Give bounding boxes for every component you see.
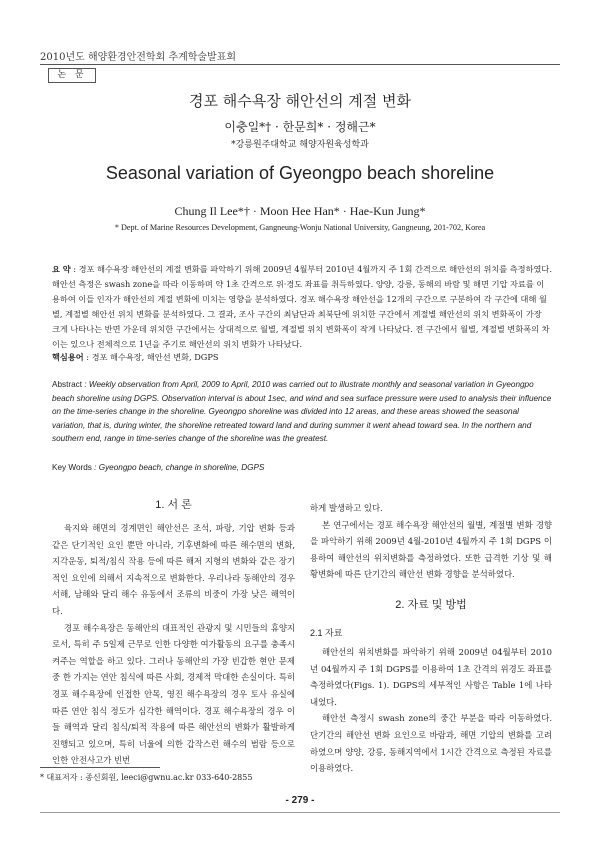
page-number: - 279 - (285, 795, 315, 806)
paragraph: 본 연구에서는 경포 해수욕장 해안선의 월별, 계절별 변화 경향을 파악하기 위해 2009년 4월-2010년 4월까지 주 1회 DGPS 이용하여 해안선의 위치변화를 측정하였다. 또한 급격한 기상 및 해황변화에 따른 단기간의 해안선 변화 경향을 분석하였다. (310, 519, 552, 580)
paragraph: 해안선 측정시 swash zone의 중간 부분을 따라 이동하였다. 단기간의 해안선 변화 요인으로 바람과, 해면 기압의 변화를 고려하였으며 양양, 강릉, 동해지역에서 1시간 간격으로 측정된 자료를 이용하였다. (310, 713, 552, 774)
section-2-heading: 2. 자료 및 방법 (395, 599, 467, 611)
paper-type-label: 논 문 (48, 68, 96, 83)
abstract-korean (52, 262, 552, 352)
paragraph: 해안선의 위치변화를 파악하기 위해 2009년 04월부터 2010년 04월까지 주 1회 DGPS를 이용하여 1초 간격의 위경도 좌표를 측정하였다(Figs. 1). DGPS의 세부적인 사항은 Table 1에 나타내었다. (310, 647, 552, 707)
right-column-intro (310, 500, 552, 583)
authors-english: Chung Il Lee*† · Moon Hee Han* · Hae-Kun Jung* (174, 204, 426, 218)
title-english: Seasonal variation of Gyeongpo beach shoreline (105, 163, 495, 183)
abstract-english-label: Abstract (52, 380, 83, 389)
keywords-korean (52, 350, 552, 365)
abstract-korean-label: 요 약 (52, 264, 71, 274)
abstract-english (52, 378, 552, 446)
keywords-english-label: Key Words (52, 463, 92, 472)
abstract-english-text: : Weekly observation from April, 2009 to April, 2010 was carried out to illustrate monthly and seasonal variation in Gyeongpo beach shoreline using DGPS. Observation interval is about 1sec, and wind and sea surface pressure were used to analysis their influence on the time-series change in the shoreline. Gyeongpo shoreline was divided into 12 areas, and these areas showed the seasonal variation, that is, during winter, the shoreline retreated toward land and during summer it went ahead toward sea. In the northern and southern end, range in time-series change of the shoreline was the greatest. (52, 380, 552, 443)
affiliation-korean: *강릉원주대학교 해양자원육성학과 (231, 140, 369, 150)
conference-header: 2010년도 해양환경안전학회 추계학술발표회 (40, 52, 237, 63)
keywords-korean-label: 핵심용어 (52, 352, 84, 362)
section-1-heading: 1. 서 론 (155, 499, 192, 511)
paragraph: 경포 해수욕장은 동해안의 대표적인 관광지 및 시민들의 휴양지로서, 특히 주 5일제 근무로 인한 다양한 여가활동의 요구를 충족시켜주는 역할을 하고 있다. 그러나 동해안의 가장 빈갑한 현안 문제 중 한 가지는 연안 침식에 따른 사회, 경제적 막대한 손실이다. 특히 경포 해수욕장에 인접한 안목, 영진 해수욕장의 경우 토사 유실에 따른 연안 침식 정도가 심각한 해역이다. 경포 해수욕장의 경우 이들 해역과 달리 침식/퇴적 작용에 따른 해안선의 변화가 활발하게 진행되고 있으며, 특히 너울에 의한 갑작스런 해수의 범람 등으로 인한 안전사고가 빈번 (52, 622, 295, 766)
section-1-body (52, 520, 295, 769)
corresponding-author-footnote: * 대표저자 : 종신회원, leeci@gwnu.ac.kr 033-640-2855 (40, 773, 253, 782)
keywords-english-text: : Gyeongpo beach, change in shoreline, DGPS (94, 463, 265, 472)
paragraph: 육지와 해면의 경계면인 해안선은 조석, 파랑, 기압 변화 등과 같은 단기적인 요인 뿐만 아니라, 기후변화에 따른 해수면의 변화, 지각운동, 퇴적/침식 작용 등에 따른 해저 지형의 변화와 같은 장기적인 요인에 의해서 지속적으로 변화한다. 우리나라 동해안의 경우 서해, 남해와 달리 해수 유동에서 조류의 비중이 가장 낮은 해역이다. (52, 523, 295, 616)
keywords-english (52, 460, 552, 475)
paragraph: 하게 발생하고 있다. (310, 503, 383, 513)
title-korean: 경포 해수욕장 해안선의 계절 변화 (189, 92, 411, 110)
footnote-divider (40, 767, 160, 768)
section-2-body (310, 644, 552, 777)
header-divider (40, 64, 560, 65)
keywords-korean-text: : 경포 해수욕장, 해안선 변화, DGPS (86, 352, 219, 362)
subsection-2-1-heading: 2.1 자료 (310, 628, 343, 638)
abstract-korean-text: : 경포 해수욕장 해안선의 계절 변화를 파악하기 위해 2009년 4월부터 2010년 4월까지 주 1회 간격으로 해안선의 위치를 측정하였다. 해안선 측정은 swash zone을 따라 이동하며 약 1초 간격으로 위·경도 좌표를 취득하였다. 양양, 강릉, 동해의 바람 및 해면 기압 자료를 이용하여 이들 인자가 해안선의 계절 변화에 미치는 영향을 분석하였다. 경포 해수욕장 해안선을 12개의 구간으로 구분하여 각 구간에 대해 월별, 계절별 해안선 위치 변화를 분석하였다. 그 결과, 조사 구간의 최남단과 최북단에 위치한 구간에서 계절별 해안선의 위치 변화폭이 가장 크게 나타나는 반면 가운데 위치한 구간에서는 상대적으로 월별, 계절별 위치 변화폭이 작게 나타났다. 전 구간에서 월별, 계절별 변화폭의 차이는 있으나 전체적으로 1년을 주기로 해안선의 위치 변화가 나타났다. (52, 264, 552, 349)
affiliation-english: * Dept. of Marine Resources Development, Gangneung-Wonju National University, Gangneung, 201-702, Korea (114, 223, 486, 232)
authors-korean: 이충일*† · 한문희* · 정해근* (224, 120, 376, 134)
footer-divider (40, 812, 560, 813)
